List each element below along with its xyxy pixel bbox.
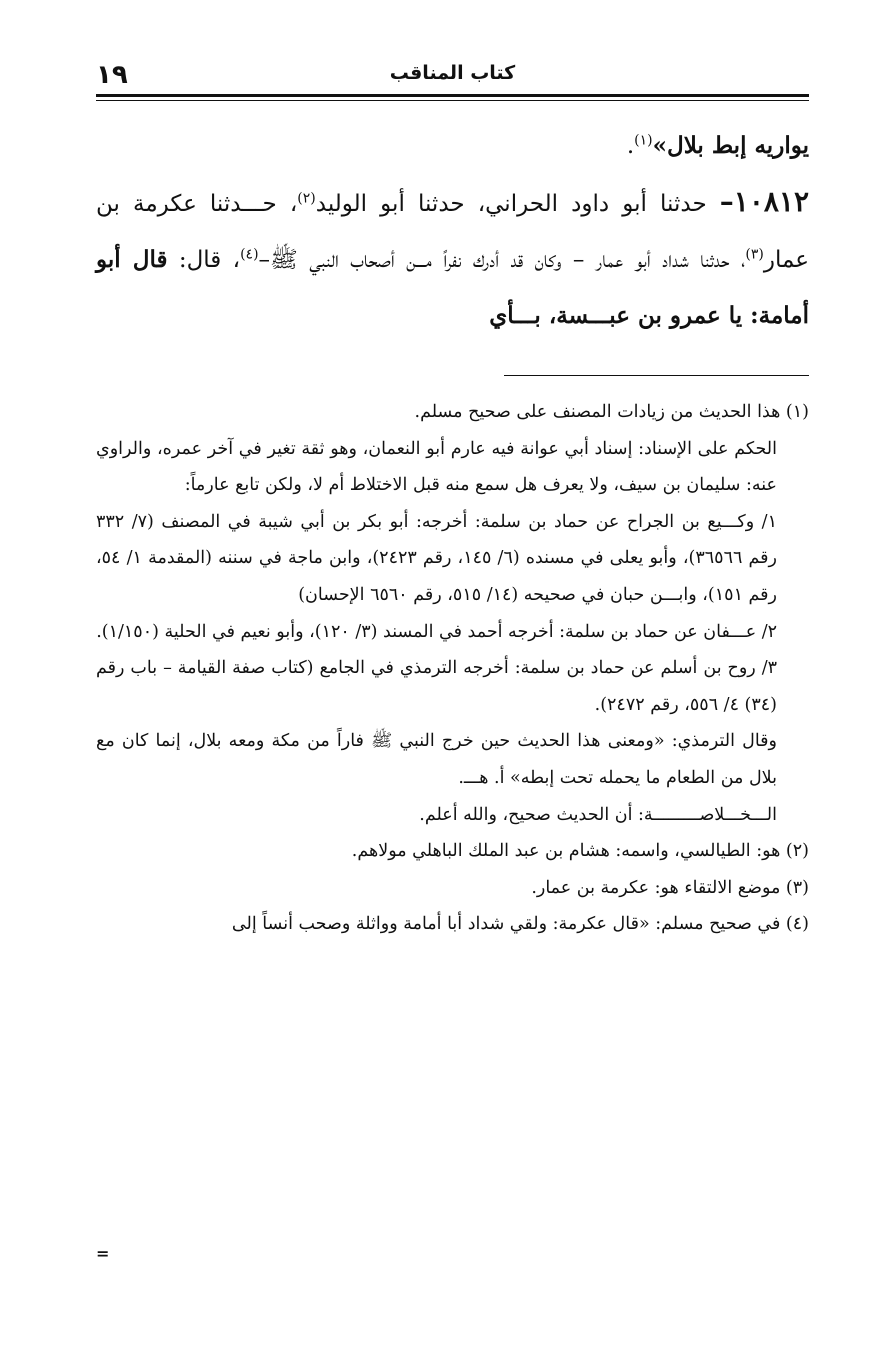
running-header	[96, 60, 809, 94]
hadith-part-4: ، قال:	[167, 247, 241, 273]
hadith-part-1: حدثنا أبو داود الحراني، حدثنا أبو الوليد	[315, 191, 720, 217]
header-rule-thin	[96, 100, 809, 101]
footnote-separator	[504, 375, 809, 376]
line1-end: .	[626, 133, 635, 159]
footnote-ref-2: (٢)	[297, 190, 316, 207]
header-title: كتاب المناقب	[389, 62, 516, 84]
footnote-ref-1: (١)	[634, 132, 653, 149]
footnote-4: (٤) في صحيح مسلم: «قال عكرمة: ولقي شداد أبا أمامة وواثلة وصحب أنساً إلى	[231, 914, 809, 935]
continuation-mark: =	[96, 1244, 110, 1263]
footnote-3: (٣) موضع الالتقاء هو: عكرمة بن عمار.	[531, 877, 809, 898]
footnote-1-ruling: الحكم على الإسناد: إسناد أبي عوانة فيه عارم أبو النعمان، وهو ثقة تغير في آخر عمره، والراوي عنه: سليمان بن سيف، ولا يعرف هل سمع منه قبل الاختلاط أم لا، ولكن تابع عارماً:	[96, 438, 777, 496]
footnote-1-chain-1: ١/ وكـــيع بن الجراح عن حماد بن سلمة: أخرجه: أبو بكر بن أبي شيبة في المصنف (٧/ ٣٣٢ رقم ٣٦٥٦٦)، وأبو يعلى في مسنده (٦/ ١٤٥، رقم ٢٤٢٣)، وابن ماجة في سننه (المقدمة ١/ ٥٤، رقم ١٥١)، وابـــن حبان في صحيحه (١٤/ ٥١٥، رقم ٦٥٦٠ الإحسان)	[96, 511, 777, 605]
footnote-1: (١) هذا الحديث من زيادات المصنف على صحيح مسلم.	[414, 402, 809, 422]
hadith-paragraph	[96, 174, 809, 344]
header-rule	[96, 94, 809, 97]
footnote-2: (٢) هو: الطيالسي، واسمه: هشام بن عبد الملك الباهلي مولاهم.	[351, 841, 809, 862]
footnote-1-conclusion: الـــخـــلاصـــــــــة: أن الحديث صحيح، والله أعلم.	[419, 804, 777, 825]
footnotes	[96, 394, 809, 943]
footnote-1-tirmidhi: وقال الترمذي: «ومعنى هذا الحديث حين خرج النبي ﷺ فاراً من مكة ومعه بلال، إنما كان مع بلال من الطعام ما يحمله تحت إبطه» أ. هـــ.	[96, 731, 777, 788]
footnote-ref-4: (٤)	[240, 246, 259, 263]
hadith-number: ١٠٨١٢–	[719, 185, 809, 218]
main-line-1	[96, 118, 809, 174]
line1-bold-text: يواريه إبط بلال»	[652, 132, 809, 159]
hadith-bold-quote: قال أبو أمامة: يا عمرو بن عبـــسة، بـــأي	[96, 246, 809, 329]
hadith-part-2: ، حـــدثنا عكرمة بن عمار	[96, 191, 809, 273]
main-text	[96, 118, 809, 344]
footnote-1-chain-3: ٣/ روح بن أسلم عن حماد بن سلمة: أخرجه الترمذي في الجامع (كتاب صفة القيامة – باب رقم (٣٤) ٤/ ٥٥٦، رقم ٢٤٧٢).	[96, 658, 777, 715]
hadith-part-3: ، حدثنا شداد أبو عمار – وكان قد أدرك نفراً مـــن أصحاب النبي ﷺ–	[258, 247, 746, 273]
footnote-ref-3: (٣)	[745, 246, 764, 263]
footnote-1-chain-2: ٢/ عـــفان عن حماد بن سلمة: أخرجه أحمد في المسند (٣/ ١٢٠)، وأبو نعيم في الحلية (١/١٥٠).	[96, 621, 777, 642]
page-number: ١٩	[96, 60, 128, 90]
